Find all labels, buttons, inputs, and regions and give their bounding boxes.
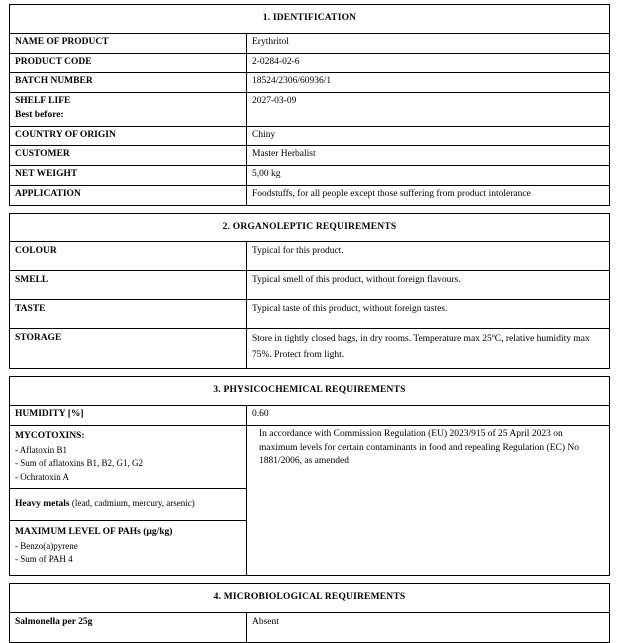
row-value-smell: Typical smell of this product, without foreign flavours. bbox=[247, 271, 610, 300]
row-label-heavy-metals bbox=[10, 489, 247, 521]
mycotoxins-label: MYCOTOXINS: bbox=[15, 430, 85, 441]
row-value-net-weight: 5,00 kg bbox=[247, 166, 610, 186]
row-label-batch-number: BATCH NUMBER bbox=[10, 73, 247, 93]
row-label-name-of-product: NAME OF PRODUCT bbox=[10, 33, 247, 53]
table-row bbox=[10, 300, 610, 329]
row-value-taste: Typical taste of this product, without foreign tastes. bbox=[247, 300, 610, 329]
row-value-colour: Typical for this product. bbox=[247, 242, 610, 271]
table-row bbox=[10, 425, 610, 488]
row-label-country-of-origin: COUNTRY OF ORIGIN bbox=[10, 126, 247, 146]
row-value-batch-number: 18524/2306/60936/1 bbox=[247, 73, 610, 93]
row-value-customer: Master Herbalist bbox=[247, 146, 610, 166]
section1-title: 1. IDENTIFICATION bbox=[10, 5, 610, 34]
row-value-storage: Store in tightly closed bags, in dry rooms. Temperature max 25ºC, relative humidity max 75%. Protect from light. bbox=[247, 329, 610, 369]
row-label-colour: COLOUR bbox=[10, 242, 247, 271]
row-label-pah bbox=[10, 520, 247, 575]
section2-title: 2. ORGANOLEPTIC REQUIREMENTS bbox=[10, 213, 610, 242]
row-label-taste: TASTE bbox=[10, 300, 247, 329]
row-label-smell: SMELL bbox=[10, 271, 247, 300]
section3-title: 3. PHYSICOCHEMICAL REQUIREMENTS bbox=[10, 377, 610, 406]
row-value-shelf-life: 2027-03-09 bbox=[247, 93, 610, 127]
section-microbiological-table bbox=[9, 583, 610, 643]
table-row bbox=[10, 33, 610, 53]
mycotoxins-item: - Sum of aflatoxins B1, B2, G1, G2 bbox=[15, 458, 143, 469]
table-row bbox=[10, 146, 610, 166]
heavy-metals-detail: (lead, cadmium, mercury, arsenic) bbox=[69, 498, 195, 509]
best-before-label: Best before: bbox=[15, 109, 64, 120]
row-value-contaminants-regulation: In accordance with Commission Regulation (EU) 2023/915 of 25 April 2023 on maximum levels for certain contaminants in food and repealing Regulation (EC) No 1881/2006, as amended bbox=[247, 425, 610, 575]
section-organoleptic-table bbox=[9, 213, 610, 370]
row-value-product-code: 2-0284-02-6 bbox=[247, 53, 610, 73]
table-row bbox=[10, 53, 610, 73]
section-spacer bbox=[9, 369, 609, 376]
section-title-row bbox=[10, 213, 610, 242]
row-label-storage: STORAGE bbox=[10, 329, 247, 369]
row-value-salmonella: Absent bbox=[247, 612, 610, 642]
mycotoxins-item: - Ochratoxin A bbox=[15, 471, 69, 482]
table-row bbox=[10, 612, 610, 642]
section-spacer bbox=[9, 576, 609, 583]
table-row bbox=[10, 73, 610, 93]
heavy-metals-label: Heavy metals bbox=[15, 499, 70, 510]
section-title-row bbox=[10, 377, 610, 406]
section-title-row bbox=[10, 583, 610, 612]
pah-label: MAXIMUM LEVEL OF PAHs (µg/kg) bbox=[15, 526, 173, 537]
section-physicochemical-table bbox=[9, 376, 610, 575]
section4-title: 4. MICROBIOLOGICAL REQUIREMENTS bbox=[10, 583, 610, 612]
row-value-country-of-origin: Chiny bbox=[247, 126, 610, 146]
shelf-life-label: SHELF LIFE bbox=[15, 96, 71, 107]
section-title-row bbox=[10, 5, 610, 34]
table-row bbox=[10, 185, 610, 205]
row-value-humidity: 0.60 bbox=[247, 406, 610, 426]
table-row bbox=[10, 406, 610, 426]
table-row bbox=[10, 242, 610, 271]
mycotoxins-item: - Aflatoxin B1 bbox=[15, 444, 67, 455]
row-label-customer: CUSTOMER bbox=[10, 146, 247, 166]
table-row bbox=[10, 271, 610, 300]
row-label-product-code: PRODUCT CODE bbox=[10, 53, 247, 73]
row-label-application: APPLICATION bbox=[10, 185, 247, 205]
row-value-application: Foodstuffs, for all people except those suffering from product intolerance bbox=[247, 185, 610, 205]
section-spacer bbox=[9, 206, 609, 213]
section-identification-table bbox=[9, 4, 610, 206]
pah-item: - Benzo(a)pyrene bbox=[15, 540, 78, 551]
table-row bbox=[10, 329, 610, 369]
row-label-mycotoxins bbox=[10, 425, 247, 488]
row-label-shelf-life bbox=[10, 93, 247, 127]
pah-item: - Sum of PAH 4 bbox=[15, 554, 73, 565]
table-row bbox=[10, 126, 610, 146]
table-row bbox=[10, 166, 610, 186]
row-label-net-weight: NET WEIGHT bbox=[10, 166, 247, 186]
row-label-salmonella: Salmonella per 25g bbox=[10, 612, 247, 642]
row-label-humidity: HUMIDITY [%] bbox=[10, 406, 247, 426]
row-value-name-of-product: Erythritol bbox=[247, 33, 610, 53]
table-row bbox=[10, 93, 610, 127]
